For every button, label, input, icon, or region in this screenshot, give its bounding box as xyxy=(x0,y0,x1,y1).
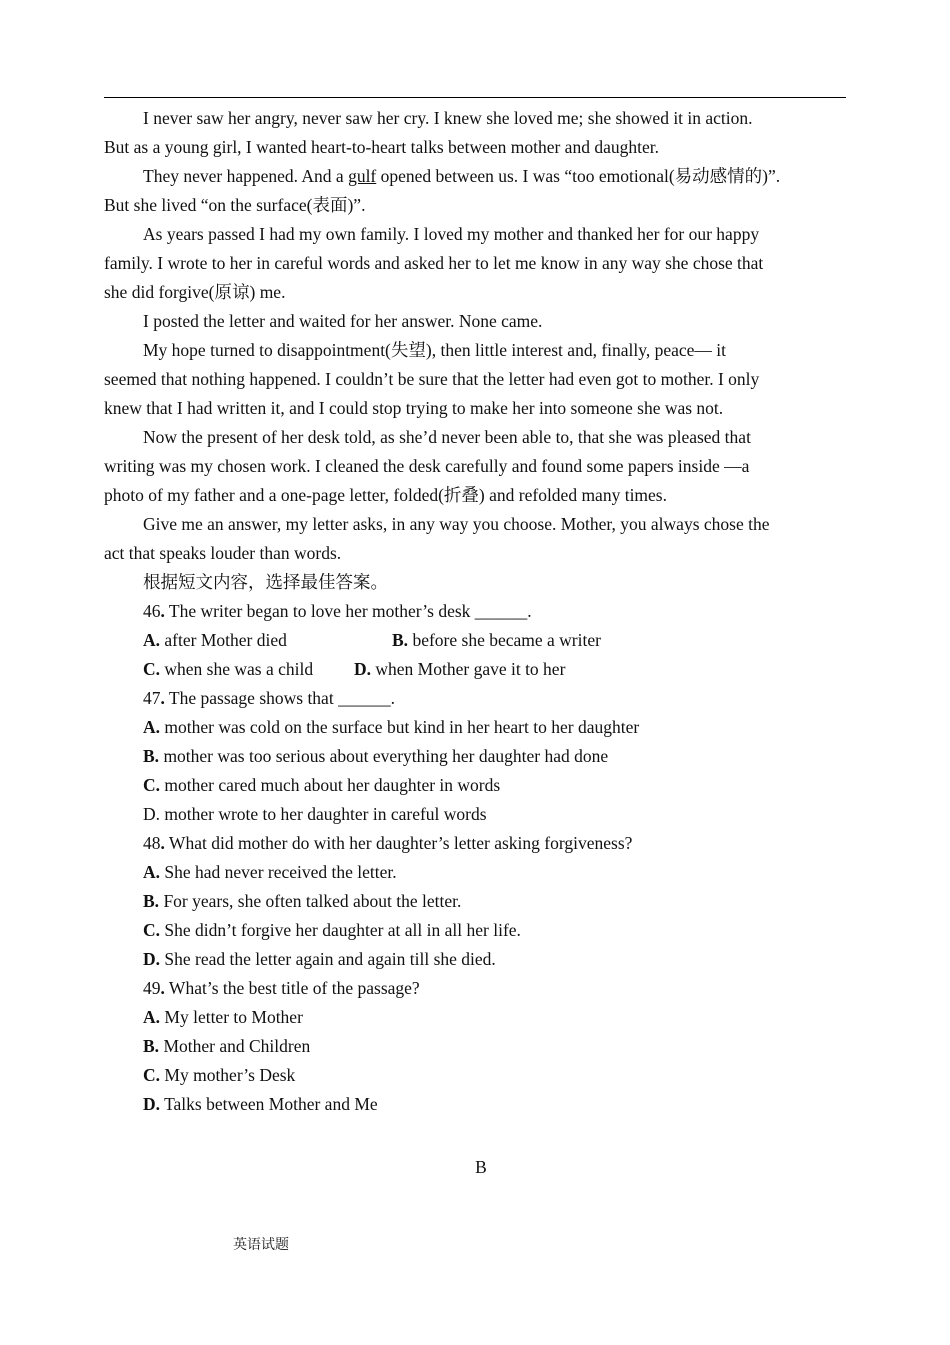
option-text: Mother and Children xyxy=(159,1036,311,1056)
option-letter: B. xyxy=(392,630,409,650)
passage-line: I never saw her angry, never saw her cry. I knew she loved me; she showed it in action. xyxy=(143,108,753,128)
passage-line: I posted the letter and waited for her answer. None came. xyxy=(143,311,543,331)
passage-line: photo of my father and a one-page letter, folded(折叠) and refolded many times. xyxy=(104,485,667,505)
option-d xyxy=(104,1090,846,1119)
passage-text: They never happened. And a xyxy=(143,166,349,186)
question-48: 48. What did mother do with her daughter’s letter asking forgiveness? xyxy=(143,833,633,853)
passage-text: opened between us. I was “too emotional(易动感情的)”. xyxy=(376,166,781,186)
passage-line: writing was my chosen work. I cleaned the desk carefully and found some papers inside —a xyxy=(104,456,750,476)
option-letter: D. xyxy=(143,949,161,969)
option-b xyxy=(104,1032,846,1061)
question-number: 47 xyxy=(143,688,161,708)
question-46: 46. The writer began to love her mother’s desk ______. xyxy=(143,601,532,621)
question-text: The writer began to love her mother’s desk ______. xyxy=(164,601,532,621)
instruction: 根据短文内容，选择最佳答案。 xyxy=(143,572,388,592)
option-letter: A. xyxy=(143,630,161,650)
passage-line: seemed that nothing happened. I couldn’t be sure that the letter had even got to mother. I only xyxy=(104,369,760,389)
option-letter: D. xyxy=(143,1094,161,1114)
option-text: when Mother gave it to her xyxy=(371,659,566,679)
passage-line: Now the present of her desk told, as she’d never been able to, that she was pleased that xyxy=(143,427,751,447)
option-text: Talks between Mother and Me xyxy=(160,1094,378,1114)
section-label: B xyxy=(475,1157,487,1177)
option-letter: C. xyxy=(143,1065,161,1085)
page-footer: 英语试题 xyxy=(233,1237,289,1253)
option-letter: C. xyxy=(143,775,161,795)
option-d xyxy=(104,945,846,974)
option-d xyxy=(354,659,565,679)
passage-line: she did forgive(原谅) me. xyxy=(104,282,286,302)
option-a xyxy=(104,1003,846,1032)
option-text: mother cared much about her daughter in words xyxy=(160,775,501,795)
question-number: 49 xyxy=(143,978,161,998)
option-a xyxy=(104,858,846,887)
option-letter: B. xyxy=(143,746,160,766)
question-47: 47. The passage shows that ______. xyxy=(143,688,395,708)
option-text: She read the letter again and again till she died. xyxy=(160,949,496,969)
option-c xyxy=(104,916,846,945)
passage-line: But she lived “on the surface(表面)”. xyxy=(104,195,366,215)
passage-line: act that speaks louder than words. xyxy=(104,543,342,563)
option-letter: A. xyxy=(143,717,161,737)
option-text: mother was cold on the surface but kind in her heart to her daughter xyxy=(160,717,640,737)
passage-line: knew that I had written it, and I could stop trying to make her into someone she was not. xyxy=(104,398,724,418)
passage-line: As years passed I had my own family. I loved my mother and thanked her for our happy xyxy=(143,224,760,244)
option-a xyxy=(143,626,392,655)
underlined-word-gulf: gulf xyxy=(348,166,377,186)
option-a xyxy=(104,713,846,742)
option-b xyxy=(104,887,846,916)
question-49: 49. What’s the best title of the passage? xyxy=(143,978,420,998)
option-letter: D. xyxy=(354,659,372,679)
option-text: mother was too serious about everything her daughter had done xyxy=(159,746,609,766)
passage-line: My hope turned to disappointment(失望), then little interest and, finally, peace— it xyxy=(143,340,727,360)
question-number: 48 xyxy=(143,833,161,853)
option-letter: D. xyxy=(143,804,161,824)
option-text: My mother’s Desk xyxy=(160,1065,296,1085)
option-letter: B. xyxy=(143,1036,160,1056)
header-rule xyxy=(104,97,846,98)
question-text: What’s the best title of the passage? xyxy=(164,978,420,998)
question-text: What did mother do with her daughter’s letter asking forgiveness? xyxy=(164,833,633,853)
option-b xyxy=(104,742,846,771)
option-letter: B. xyxy=(143,891,160,911)
option-text: For years, she often talked about the letter. xyxy=(159,891,462,911)
option-c xyxy=(104,771,846,800)
option-text: after Mother died xyxy=(160,630,287,650)
option-letter: C. xyxy=(143,920,161,940)
option-text: My letter to Mother xyxy=(160,1007,303,1027)
option-text: She didn’t forgive her daughter at all in all her life. xyxy=(160,920,521,940)
question-text: The passage shows that ______. xyxy=(164,688,395,708)
question-46-options-cd xyxy=(104,655,846,684)
option-text: mother wrote to her daughter in careful words xyxy=(160,804,487,824)
option-letter: A. xyxy=(143,1007,161,1027)
option-text: before she became a writer xyxy=(408,630,601,650)
page-content xyxy=(104,104,846,1119)
option-b xyxy=(392,630,601,650)
option-text: when she was a child xyxy=(160,659,314,679)
passage-line xyxy=(104,162,846,191)
option-c xyxy=(143,655,354,684)
option-c xyxy=(104,1061,846,1090)
option-text: She had never received the letter. xyxy=(160,862,397,882)
option-letter: C. xyxy=(143,659,161,679)
option-d xyxy=(104,800,846,829)
option-letter: A. xyxy=(143,862,161,882)
question-46-options-ab xyxy=(104,626,846,655)
passage-line: But as a young girl, I wanted heart-to-heart talks between mother and daughter. xyxy=(104,137,659,157)
question-number: 46 xyxy=(143,601,161,621)
passage-line: family. I wrote to her in careful words and asked her to let me know in any way she chose that xyxy=(104,253,764,273)
passage-line: Give me an answer, my letter asks, in any way you choose. Mother, you always chose the xyxy=(143,514,770,534)
